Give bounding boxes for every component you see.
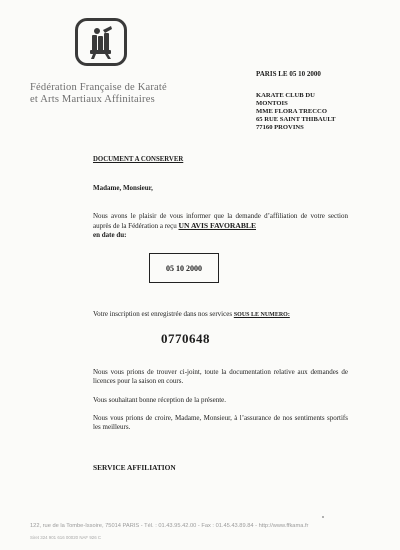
paragraph-affiliation [93, 212, 348, 240]
document-title: DOCUMENT A CONSERVER [93, 156, 184, 163]
federation-logo [75, 18, 127, 66]
karate-figure-icon [78, 21, 124, 63]
paragraph-documentation: Nous vous prions de trouver ci-joint, toute la documentation relative aux demandes de licences pour la saison en cours. [93, 368, 348, 385]
recipient-line: KARATE CLUB DU [256, 92, 315, 99]
scan-speck [322, 516, 324, 518]
paragraph-wishes: Vous souhaitant bonne réception de la présente. [93, 396, 227, 404]
date-label: en date du: [93, 231, 127, 239]
registration-number: 0770648 [161, 331, 210, 346]
affiliation-date-box [149, 253, 219, 283]
footer-address: 122, rue de la Tombe-Issoire, 75014 PARIS - Tél. : 01.43.95.42.00 - Fax : 01.45.43.89.84 - http://www.ffkama.fr [30, 523, 309, 529]
recipient-line: MONTOIS [256, 100, 288, 107]
recipient-address [256, 92, 336, 132]
favorable-notice: UN AVIS FAVORABLE [178, 221, 257, 230]
footer-siret: Siret 324 901 616 00020 NAF 926 C [30, 535, 102, 540]
recipient-line: MME FLORA TRECCO [256, 108, 327, 115]
paragraph-text: Votre inscription est enregistrée dans nos services [93, 310, 234, 318]
paragraph-text: Nous avons le plaisir de vous informer que la demande d’affiliation de votre section auprès de la Fédération a reçu [93, 212, 348, 230]
affiliation-date: 05 10 2000 [166, 263, 202, 273]
number-label: SOUS LE NUMERO: [233, 312, 290, 318]
letter-date: PARIS LE 05 10 2000 [256, 70, 321, 78]
paragraph-registration [93, 310, 348, 320]
organization-name-line1: Fédération Française de Karaté [30, 82, 167, 93]
recipient-line: 77160 PROVINS [256, 124, 304, 131]
signature: SERVICE AFFILIATION [93, 463, 176, 472]
paragraph-closing: Nous vous prions de croire, Madame, Monsieur, à l’assurance de nos sentiments sportifs les meilleurs. [93, 414, 348, 431]
organization-name [30, 82, 167, 106]
recipient-line: 65 RUE SAINT THIBAULT [256, 116, 336, 123]
organization-name-line2: et Arts Martiaux Affinitaires [30, 94, 155, 105]
salutation: Madame, Monsieur, [93, 184, 153, 192]
